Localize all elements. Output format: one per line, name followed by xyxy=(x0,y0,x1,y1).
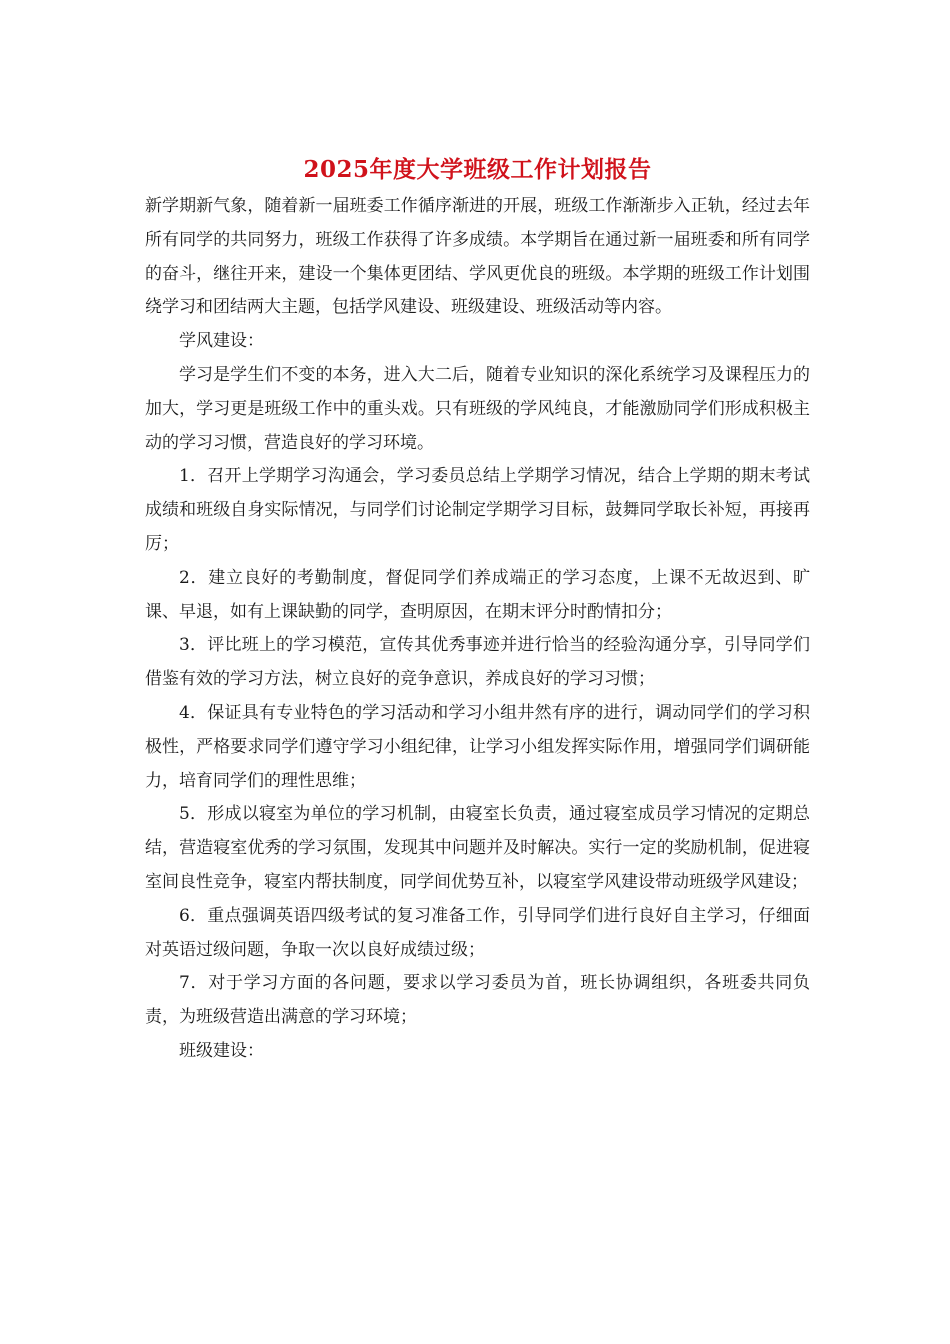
list-item-7: 7．对于学习方面的各问题，要求以学习委员为首，班长协调组织，各班委共同负责，为班级营造出满意的学习环境； xyxy=(145,973,810,1028)
list-item-5: 5．形成以寝室为单位的学习机制，由寝室长负责，通过寝室成员学习情况的定期总结，营造寝室优秀的学习氛围，发现其中问题并及时解决。实行一定的奖励机制，促进寝室间良性竞争，寝室内帮扶制度，同学间优势互补，以寝室学风建设带动班级学风建设； xyxy=(145,804,810,892)
document-page xyxy=(145,150,810,1069)
document-title: 2025年度大学班级工作计划报告 xyxy=(303,156,652,183)
heading-class-building: 班级建设： xyxy=(179,1040,264,1061)
heading-study-style: 学风建设： xyxy=(179,331,264,352)
paragraph-study-intro: 学习是学生们不变的本务，进入大二后，随着专业知识的深化系统学习及课程压力的加大，学习更是班级工作中的重头戏。只有班级的学风纯良，才能激励同学们形成积极主动的学习习惯，营造良好的学习环境。 xyxy=(145,364,810,453)
list-item-6: 6．重点强调英语四级考试的复习准备工作，引导同学们进行良好自主学习，仔细面对英语过级问题，争取一次以良好成绩过级； xyxy=(145,905,810,960)
list-item-1: 1．召开上学期学习沟通会，学习委员总结上学期学习情况，结合上学期的期末考试成绩和班级自身实际情况，与同学们讨论制定学期学习目标，鼓舞同学取长补短，再接再厉； xyxy=(145,466,810,554)
list-item-2: 2．建立良好的考勤制度，督促同学们养成端正的学习态度，上课不无故迟到、旷课、早退，如有上课缺勤的同学，查明原因，在期末评分时酌情扣分； xyxy=(145,567,810,622)
list-item-3: 3．评比班上的学习模范，宣传其优秀事迹并进行恰当的经验沟通分享，引导同学们借鉴有效的学习方法，树立良好的竞争意识，养成良好的学习习惯； xyxy=(145,635,810,690)
document-body xyxy=(145,190,810,1069)
list-item-4: 4．保证具有专业特色的学习活动和学习小组井然有序的进行，调动同学们的学习积极性，严格要求同学们遵守学习小组纪律，让学习小组发挥实际作用，增强同学们调研能力，培育同学们的理性思维； xyxy=(145,702,810,791)
paragraph-intro: 新学期新气象，随着新一届班委工作循序渐进的开展，班级工作渐渐步入正轨，经过去年所有同学的共同努力，班级工作获得了许多成绩。本学期旨在通过新一届班委和所有同学的奋斗，继往开来，建设一个集体更团结、学风更优良的班级。本学期的班级工作计划围绕学习和团结两大主题，包括学风建设、班级建设、班级活动等内容。 xyxy=(145,196,810,318)
